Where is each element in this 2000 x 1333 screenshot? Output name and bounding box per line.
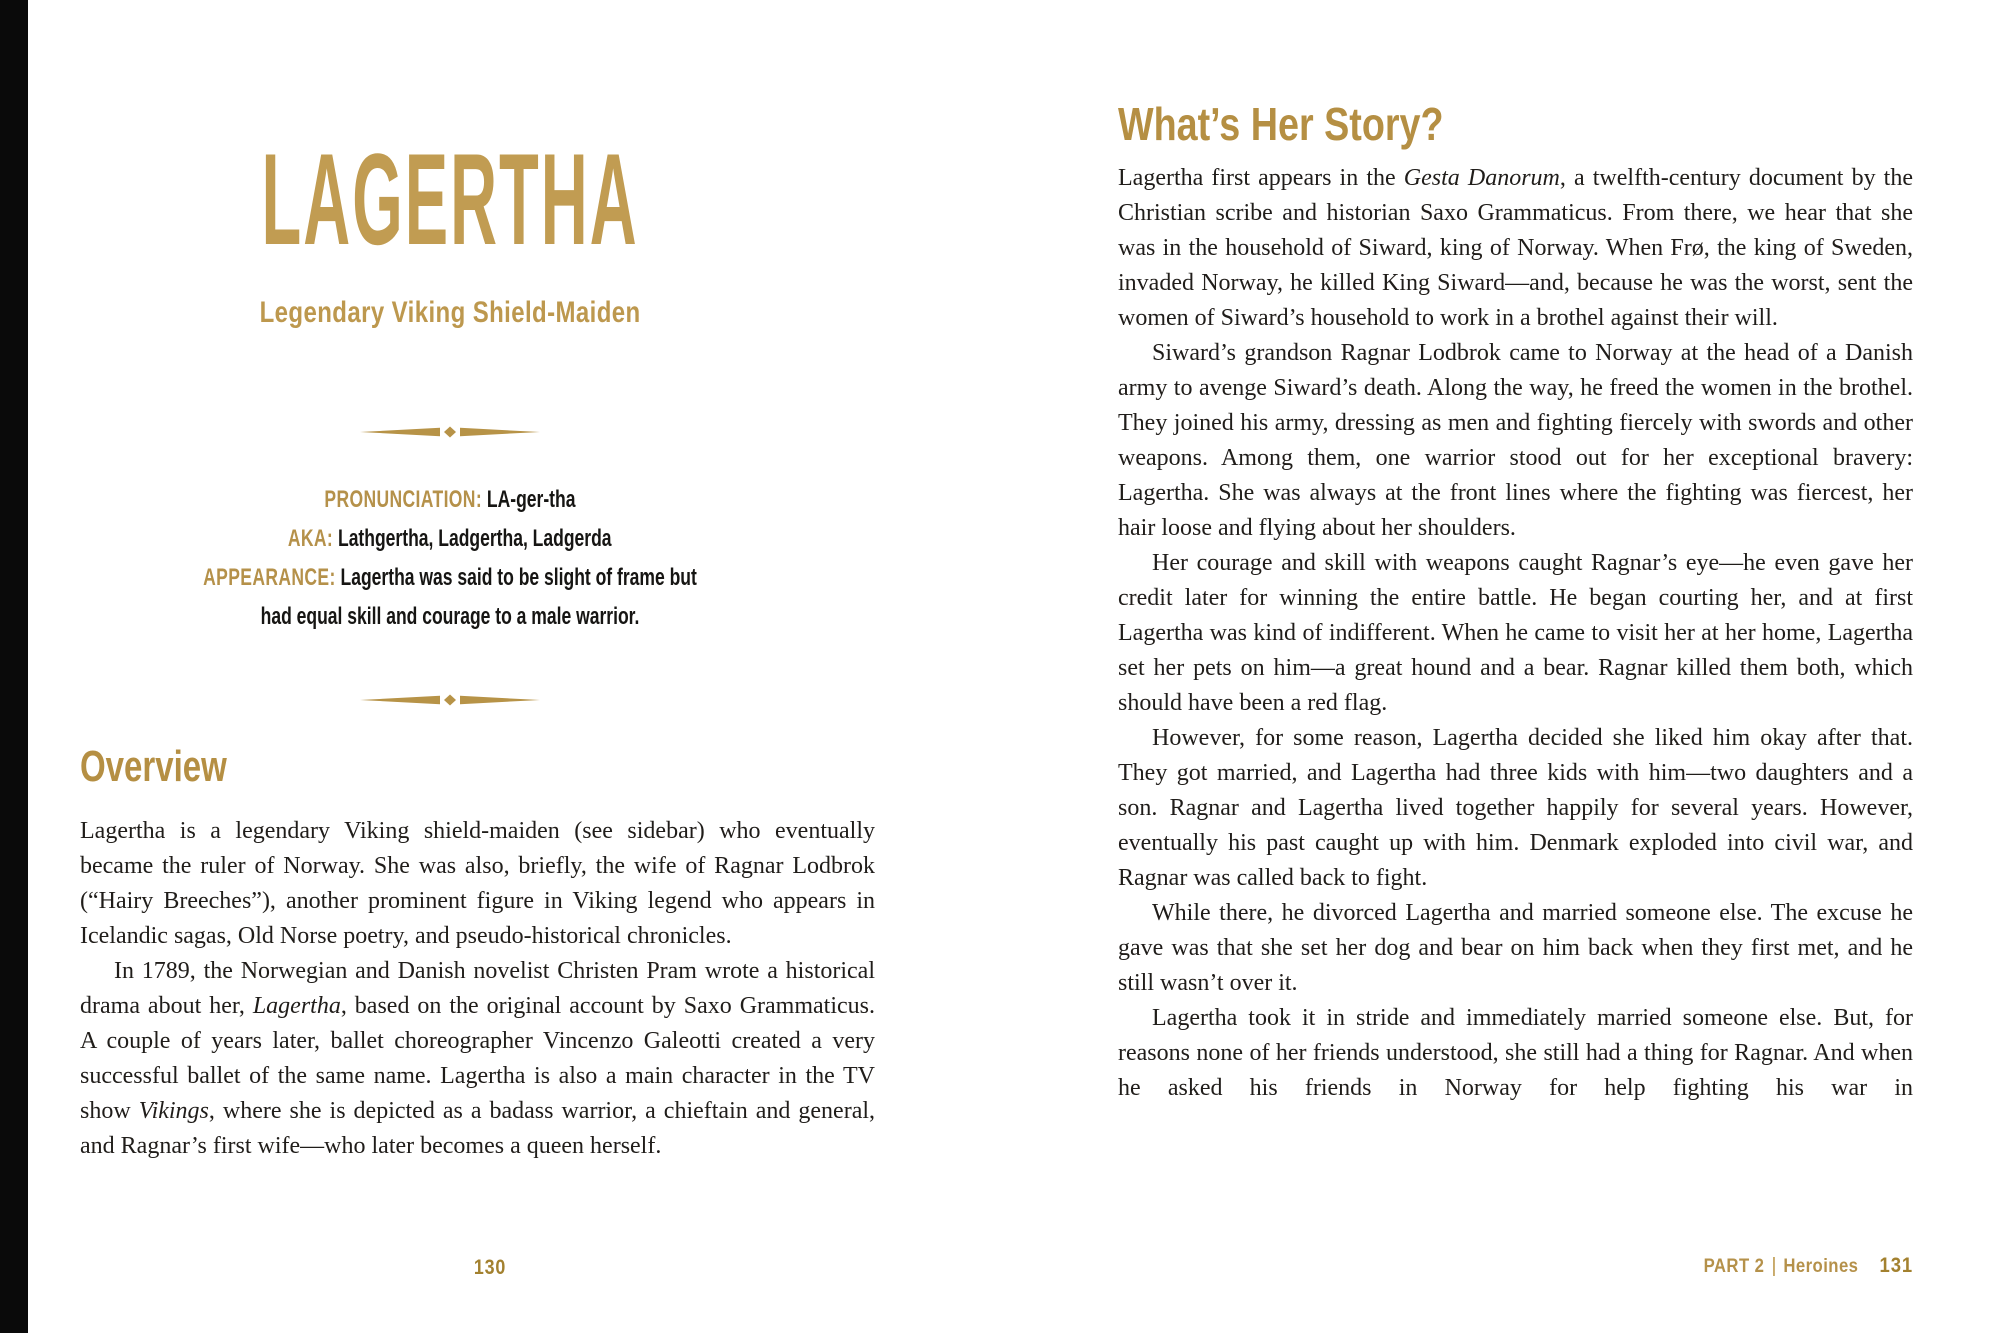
fact-appearance — [28, 558, 872, 636]
running-footer — [1118, 1254, 1913, 1278]
diamond-spike-divider-icon — [360, 424, 540, 440]
scan-edge-strip — [0, 0, 28, 1333]
body-paragraph: However, for some reason, Lagertha decided she liked him okay after that. They got married, and Lagertha had three kids with him—two daughters and a son. Ragnar and Lagertha lived together happily for several years. However, eventually his past caught up with him. Denmark exploded into civil war, and Ragnar was called back to fight. — [1118, 725, 1913, 891]
fact-value: Lathgertha, Ladgertha, Ladgerda — [338, 525, 612, 552]
overview-heading: Overview — [80, 742, 227, 791]
body-paragraph: Siward’s grandson Ragnar Lodbrok came to Norway at the head of a Danish army to avenge Siward’s death. Along the way, he freed the women in the brothel. They joined his army, dressing as men and fighting fiercely with swords and other weapons. Among them, one warrior stood out for her exceptional bravery: Lagertha. She was always at the front lines where the fighting was fiercest, her hair loose and flying about her shoulders. — [1118, 340, 1913, 541]
fact-value: LA-ger-tha — [486, 486, 576, 513]
overview-heading-wrap — [80, 742, 276, 792]
fact-pronunciation — [28, 480, 872, 519]
body-paragraph: Lagertha is a legendary Viking shield-maiden (see sidebar) who eventually became the ruler of Norway. She was also, briefly, the wife of Ragnar Lodbrok (“Hairy Breeches”), another prominent figure in Viking legend who appears in Icelandic sagas, Old Norse poetry, and pseudo-historical chronicles. — [80, 818, 875, 949]
body-paragraph: While there, he divorced Lagertha and married someone else. The excuse he gave was that she set her dog and bear on him back when they first met, and he still wasn’t over it. — [1118, 900, 1913, 996]
chapter-title-wrap — [28, 128, 872, 271]
ornament-divider-top — [28, 424, 872, 440]
story-heading-wrap — [1118, 97, 1515, 151]
footer-part-label: PART 2 — [1703, 1256, 1765, 1277]
body-paragraph: Lagertha took it in stride and immediately married someone else. But, for reasons none of her friends understood, she still had a thing for Ragnar. And when he asked his friends in Norway for help fighting his war in — [1118, 1005, 1913, 1101]
body-paragraph: In 1789, the Norwegian and Danish novelist Christen Pram wrote a historical drama about her, Lagertha, based on the original account by Saxo Grammaticus. A couple of years later, ballet choreographer Vincenzo Galeotti created a very successful ballet of the same name. Lagertha is also a main character in the TV show Vikings, where she is depicted as a badass warrior, a chieftain and general, and Ragnar’s first wife—who later becomes a queen herself. — [80, 958, 876, 1159]
body-paragraph: Lagertha first appears in the Gesta Danorum, a twelfth-century document by the Christian scribe and historian Saxo Grammaticus. From there, we hear that she was in the household of Siward, king of Norway. When Frø, the king of Sweden, invaded Norway, he killed King Siward—and, because he was the worst, sent the women of Siward’s household to work in a brothel against their will. — [1118, 165, 1913, 331]
diamond-spike-divider-icon — [360, 692, 540, 708]
footer-separator — [1773, 1257, 1774, 1276]
ornament-divider-bottom — [28, 692, 872, 708]
fact-label: AKA: — [288, 525, 334, 552]
body-paragraph: Her courage and skill with weapons caught Ragnar’s eye—he even gave her credit later for winning the entire battle. He began courting her, and at first Lagertha was kind of indifferent. When he came to visit her at her home, Lagertha set her pets on him—a great hound and a bear. Ragnar killed them both, which should have been a red flag. — [1118, 550, 1913, 716]
fact-value: Lagertha was said to be slight of frame but had equal skill and courage to a male warrior. — [260, 564, 697, 630]
story-body — [1118, 161, 1913, 1106]
story-heading: What’s Her Story? — [1118, 98, 1444, 150]
chapter-subtitle-wrap — [28, 296, 872, 330]
overview-body — [80, 814, 875, 1164]
page-number: 131 — [1879, 1254, 1913, 1277]
page-title: LAGERTHA — [261, 126, 639, 272]
page-subtitle: Legendary Viking Shield-Maiden — [259, 296, 641, 329]
page-number: 130 — [473, 1256, 507, 1279]
fact-label: PRONUNCIATION: — [324, 486, 483, 513]
fact-label: APPEARANCE: — [203, 564, 336, 591]
fact-list — [28, 480, 872, 636]
footer-section-label: Heroines — [1783, 1256, 1859, 1277]
page-number-left-wrap — [390, 1256, 590, 1280]
fact-aka — [28, 519, 872, 558]
